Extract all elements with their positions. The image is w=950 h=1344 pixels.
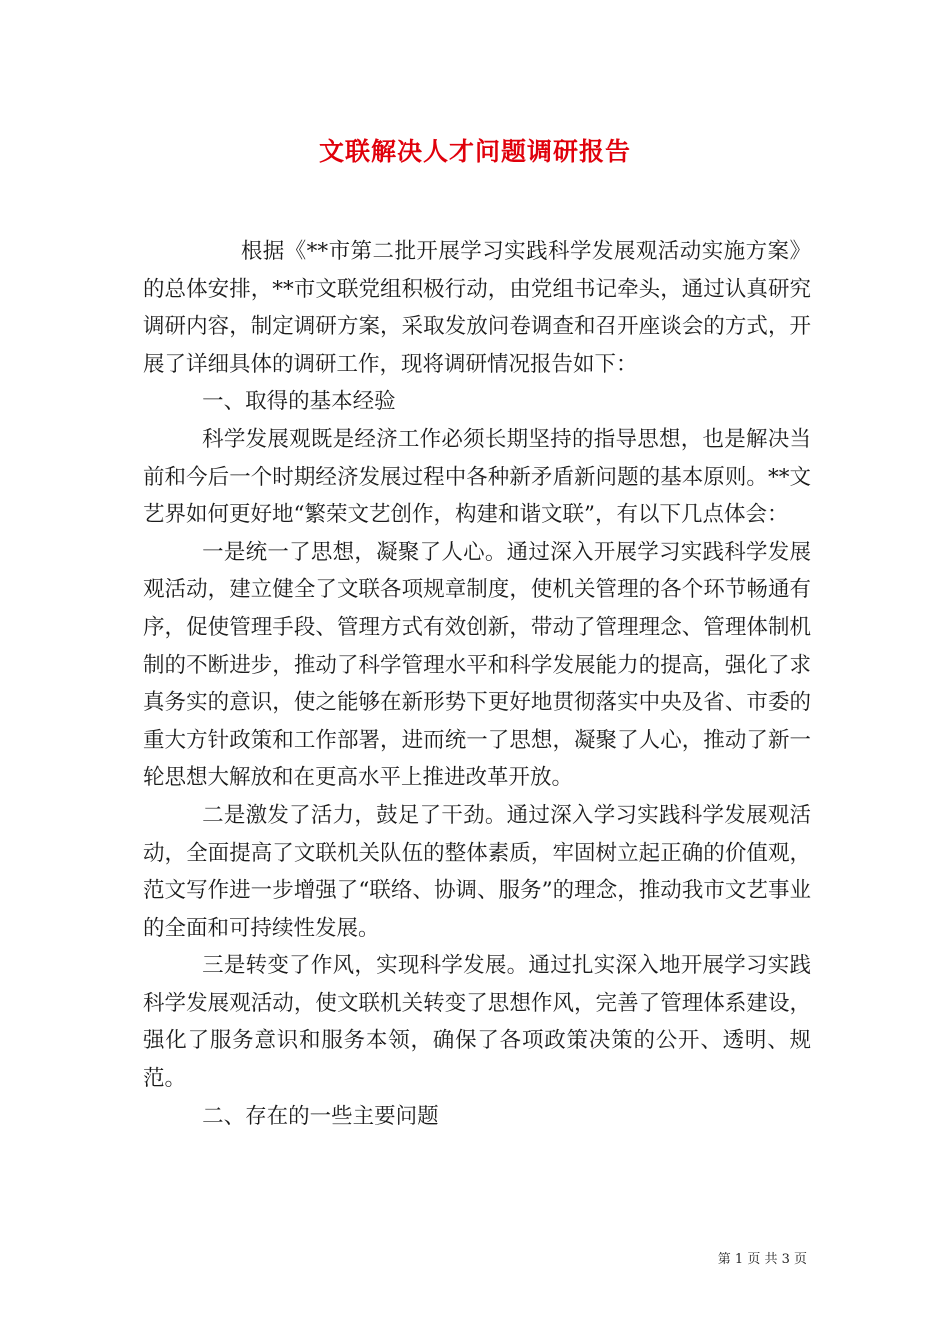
document-title: 文联解决人才问题调研报告: [318, 137, 631, 166]
paragraph-point-three: 三是转变了作风，实现科学发展。通过扎实深入地开展学习实践科学发展观活动，使文联机关转变了思想作风，完善了管理体系建设，强化了服务意识和服务本领，确保了各项政策决策的公开、透明、规范。: [143, 953, 811, 1092]
page-number-footer: 第 1 页 共 3 页: [717, 1252, 807, 1267]
paragraph-point-two: 二是激发了活力，鼓足了干劲。通过深入学习实践科学发展观活动，全面提高了文联机关队伍的整体素质，牢固树立起正确的价值观，范文写作进一步增强了“联络、协调、服务”的理念，推动我市文艺事业的全面和可持续性发展。: [143, 802, 811, 941]
paragraph-intro: 根据《**市第二批开展学习实践科学发展观活动实施方案》的总体安排，**市文联党组积极行动，由党组书记牵头，通过认真研究调研内容，制定调研方案，采取发放问卷调查和召开座谈会的方式，开展了详细具体的调研工作，现将调研情况报告如下：: [143, 239, 811, 377]
section-heading-problems: 二、存在的一些主要问题: [202, 1103, 439, 1129]
section-heading-experience: 一、取得的基本经验: [202, 389, 396, 415]
document-body: [143, 233, 811, 1135]
paragraph-point-one: 一是统一了思想，凝聚了人心。通过深入开展学习实践科学发展观活动，建立健全了文联各项规章制度，使机关管理的各个环节畅通有序，促使管理手段、管理方式有效创新，带动了管理理念、管理体制机制的不断进步，推动了科学管理水平和科学发展能力的提高，强化了求真务实的意识，使之能够在新形势下更好地贯彻落实中央及省、市委的重大方针政策和工作部署，进而统一了思想，凝聚了人心，推动了新一轮思想大解放和在更高水平上推进改革开放。: [143, 539, 811, 791]
paragraph-guiding-thought: 科学发展观既是经济工作必须长期坚持的指导思想，也是解决当前和今后一个时期经济发展过程中各种新矛盾新问题的基本原则。**文艺界如何更好地“繁荣文艺创作，构建和谐文联”，有以下几点体会：: [143, 426, 811, 528]
